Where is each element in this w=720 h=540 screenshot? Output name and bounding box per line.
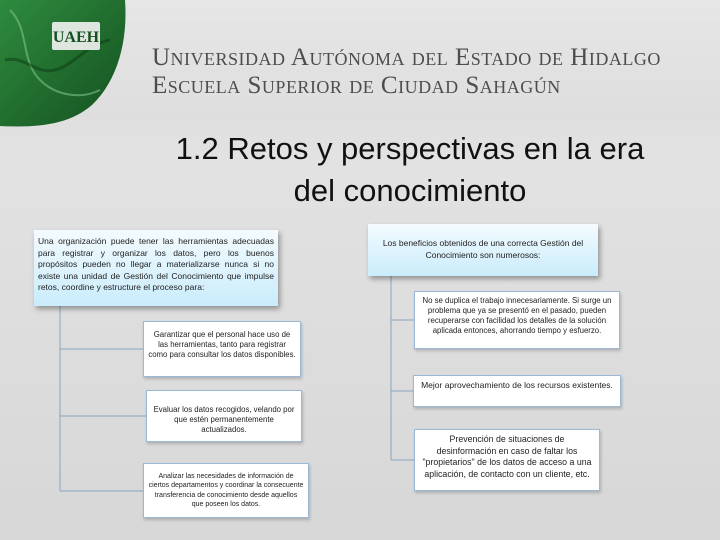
right-item-2 bbox=[413, 375, 621, 407]
uaeh-logo bbox=[0, 0, 140, 130]
right-item-text: Mejor aprovechamiento de los recursos existentes. bbox=[421, 380, 613, 390]
left-item-text: Analizar las necesidades de información de ciertos departamentos y coordinar la consecuente transferencia de conocimiento desde aquellos que poseen los datos. bbox=[148, 473, 304, 509]
left-item-3 bbox=[143, 463, 309, 518]
right-item-3 bbox=[414, 429, 600, 491]
slide-title: 1.2 Retos y perspectivas en la era del conocimiento bbox=[175, 131, 645, 208]
school-name: Escuela Superior de Ciudad Sahagún bbox=[152, 72, 561, 99]
logo-text: UAEH bbox=[52, 29, 100, 46]
right-item-text: Prevención de situaciones de desinformación en caso de faltar los "propietarios" de los datos de acceso a una aplicación, de contacto con un cliente, etc. bbox=[422, 434, 592, 479]
left-item-text: Evaluar los datos recogidos, velando por que estén permanentemente actualizados. bbox=[153, 405, 295, 434]
intro-text: Una organización puede tener las herramientas adecuadas para registrar y organizar los datos, pero los buenos propósitos pueden no llegar a materializarse nunca si no existe una unidad de Gestión del Conocimiento que impulse retos, coordine y estructure el proceso para: bbox=[38, 236, 274, 292]
left-item-text: Garantizar que el personal hace uso de las herramientas, tanto para registrar como para consultar los datos disponibles. bbox=[148, 330, 296, 359]
left-item-1 bbox=[143, 321, 301, 377]
benefits-header-text: Los beneficios obtenidos de una correcta Gestión del Conocimiento son numerosos: bbox=[382, 238, 584, 260]
intro-box bbox=[34, 230, 278, 306]
left-item-2 bbox=[146, 390, 302, 442]
university-name: Universidad Autónoma del Estado de Hidalgo bbox=[152, 44, 661, 71]
benefits-header-box bbox=[368, 224, 598, 276]
right-item-1 bbox=[414, 291, 620, 349]
right-item-text: No se duplica el trabajo innecesariamente. Si surge un problema que ya se presentó en el pasado, pueden recuperarse con facilidad los detalles de la solución aplicada entonces, ahorrando tiempo y esfuerzo. bbox=[422, 296, 612, 335]
